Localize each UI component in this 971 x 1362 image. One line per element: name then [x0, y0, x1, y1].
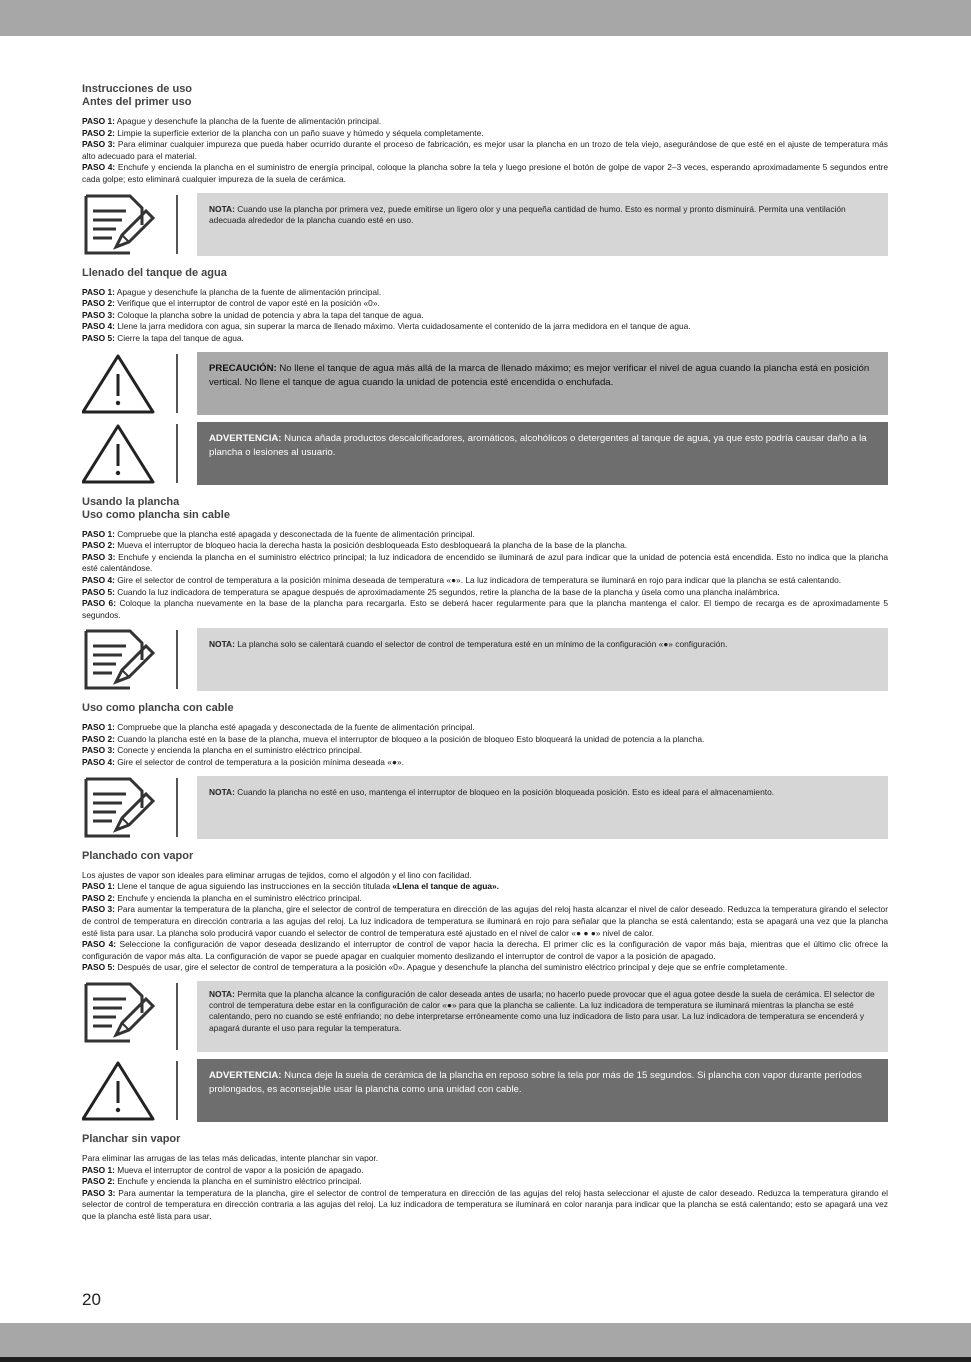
step: PASO 2: Limpie la superficie exterior de la plancha con un paño suave y húmedo y séquela completamente. — [82, 127, 484, 138]
steps-list — [82, 529, 888, 622]
note-box: NOTA: Permita que la plancha alcance la configuración de calor deseada antes de usarla; no hacerlo puede provocar que el agua gotee desde la suela de cerámica. El selector de control de temperatura debe estar en la configuración de calor «●» para que la plancha se caliente. La luz indicadora de temperatura se iluminará mientras la plancha se esté calentando, pero no cuando se esté enfriando; no debe interpretarse erróneamente como una luz indicadora de listo para usar. La luz indicadora de temperatura se encenderá y apagará durante el uso para regular la temperatura. — [197, 981, 888, 1052]
steps-list — [82, 870, 888, 974]
section-corded-use — [82, 702, 888, 838]
step: PASO 1: Apague y desenchufe la plancha de la fuente de alimentación principal. — [82, 286, 382, 297]
step: PASO 5: Cuando la luz indicadora de temperatura se apague después de aproximadamente 25 segundos, retire la plancha de la base de la plancha y úsela como una plancha inalámbrica. — [82, 586, 780, 597]
step: PASO 2: Enchufe y encienda la plancha en el suministro eléctrico principal. — [82, 892, 362, 903]
step: PASO 5: Después de usar, gire el selector de control de temperatura a la posición «0». Apague y desenchufe la plancha del suministro eléctrico principal y deje que se enfríe completamente. — [82, 962, 788, 973]
step: PASO 3: Conecte y encienda la plancha en el suministro eléctrico principal. — [82, 745, 363, 756]
note-pencil-icon — [82, 193, 156, 256]
callout-divider — [176, 1061, 178, 1120]
note-box: NOTA: La plancha solo se calentará cuando el selector de control de temperatura esté en un mínimo de la configuración «●» configuración. — [197, 628, 888, 691]
steps-list — [82, 287, 888, 345]
step: PASO 3: Para eliminar cualquier impureza que pueda haber ocurrido durante el proceso de fabricación, es mejor usar la plancha en un trozo de tela viejo, asegurándose de que esté en el ajuste de temperatura más alto adecuado para el material. — [82, 139, 888, 161]
step: PASO 4: Llene la jarra medidora con agua, sin superar la marca de llenado máximo. Vierta cuidadosamente el contenido de la jarra medidora en el tanque de agua. — [82, 321, 691, 332]
warning-triangle-icon — [82, 1059, 156, 1122]
warning-callout — [82, 422, 888, 485]
section-subtitle-cordless: Uso como plancha sin cable — [82, 508, 230, 521]
warning-box: ADVERTENCIA: Nunca añada productos descalcificadores, aromáticos, alcohólicos o detergentes al tanque de agua, ya que esto podría causar daño a la plancha o lesiones al usuario. — [197, 422, 888, 485]
step: PASO 3: Coloque la plancha sobre la unidad de potencia y abra la tapa del tanque de agua. — [82, 309, 424, 320]
intro-text: Para eliminar las arrugas de las telas más delicadas, intente planchar sin vapor. — [82, 1153, 379, 1163]
callout-divider — [176, 354, 178, 413]
section-title-fill-tank: Llenado del tanque de agua — [82, 266, 227, 279]
step: PASO 3: Para aumentar la temperatura de la plancha, gire el selector de control de temperatura en dirección de las agujas del reloj hasta seleccionar el ajuste de calor deseado. Reduzca la temperatura girando el selector de control de temperatura en dirección contraria a las agujas del reloj. La luz indicadora de temperatura se iluminará en color naranja para indicar que la plancha se está calentando; esto se apagará una vez que la plancha esté lista para usar. — [82, 1187, 889, 1221]
step: PASO 2: Enchufe y encienda la plancha en el suministro eléctrico principal. — [82, 1176, 362, 1187]
step: PASO 1: Apague y desenchufe la plancha de la fuente de alimentación principal. — [82, 116, 382, 126]
step: PASO 4: Enchufe y encienda la plancha en el suministro de energía principal, coloque la plancha sobre la tela y luego presione el botón de golpe de vapor 2–3 veces, esperando aproximadamente 5 segundos entre cada golpe; esto eliminará cualquier impureza de la suela de cerámica. — [82, 162, 889, 184]
section-title-using-iron: Usando la plancha — [82, 495, 180, 508]
caution-callout — [82, 352, 888, 415]
step: PASO 2: Mueva el interruptor de bloqueo hacia la derecha hasta la posición desbloqueada Esto desbloqueará la plancha de la base de la plancha. — [82, 540, 628, 551]
step: PASO 3: Para aumentar la temperatura de la plancha, gire el selector de control de temperatura en dirección de las agujas del reloj hasta alcanzar el nivel de calor deseado. Reduzca la temperatura girando el selector de control de temperatura en dirección contraria a las agujas del reloj. La luz indicadora de temperatura se iluminará en rojo para señalar que la plancha se está calentando; esta se apagará una vez que la plancha esté lista para usar. La plancha solo producirá vapor cuando el selector de control de temperatura esté ajustado en el nivel de calor «● ● ●» nivel de calor. — [82, 904, 888, 938]
step: PASO 1: Llene el tanque de agua siguiendo las instrucciones en la sección titulada «Llena el tanque de agua». — [82, 881, 499, 892]
step: PASO 2: Cuando la plancha esté en la base de la plancha, mueva el interruptor de bloqueo a la posición de bloqueo Esto bloqueará la unidad de potencia a la plancha. — [82, 733, 705, 744]
callout-divider — [176, 630, 178, 689]
callout-divider — [176, 195, 178, 254]
section-cordless-use — [82, 496, 888, 692]
note-callout — [82, 193, 888, 256]
step: PASO 1: Mueva el interruptor de control de vapor a la posición de apagado. — [82, 1164, 364, 1175]
section-before-first-use — [82, 83, 888, 256]
steps-list — [82, 116, 888, 186]
caution-box: PRECAUCIÓN: No llene el tanque de agua más allá de la marca de llenado máximo; es mejor verificar el nivel de agua cuando la plancha está en posición vertical. No llene el tanque de agua cuando la unidad de potencia esté encendida o enchufada. — [197, 352, 888, 415]
warning-triangle-icon — [82, 422, 156, 485]
step: PASO 2: Verifique que el interruptor de control de vapor esté en la posición «0». — [82, 298, 380, 309]
step: PASO 5: Cierre la tapa del tanque de agua. — [82, 332, 244, 343]
section-title-dry: Planchar sin vapor — [82, 1133, 181, 1145]
step: PASO 6: Coloque la plancha nuevamente en la base de la plancha para recargarla. Esto se deberá hacer regularmente para que la plancha mantenga el calor. El tiempo de recarga es de aproximadamente 5 segundos. — [82, 598, 888, 620]
steps-list — [82, 722, 888, 768]
section-dry-ironing — [82, 1133, 888, 1223]
note-pencil-icon — [82, 981, 156, 1052]
section-title-steam: Planchado con vapor — [82, 849, 194, 862]
page-number: 20 — [82, 1290, 101, 1309]
step: PASO 4: Gire el selector de control de temperatura a la posición mínima deseada «●». — [82, 757, 404, 768]
note-box: NOTA: Cuando use la plancha por primera vez, puede emitirse un ligero olor y una pequeña cantidad de humo. Esto es normal y pronto disminuirá. Permita una ventilación adecuada alrededor de la plancha cuando esté en uso. — [197, 193, 888, 256]
callout-divider — [176, 983, 178, 1050]
steps-list — [82, 1153, 888, 1223]
warning-box: ADVERTENCIA: Nunca deje la suela de cerámica de la plancha en reposo sobre la tela por más de 15 segundos. Si plancha con vapor durante períodos prolongados, es aconsejable usar la plancha como una unidad con cable. — [197, 1059, 888, 1122]
section-steam-ironing — [82, 850, 888, 1122]
section-title-corded: Uso como plancha con cable — [82, 702, 234, 715]
note-box: NOTA: Cuando la plancha no esté en uso, mantenga el interruptor de bloqueo en la posición bloqueada posición. Esto es ideal para el almacenamiento. — [197, 776, 888, 839]
callout-divider — [176, 778, 178, 837]
note-pencil-icon — [82, 628, 156, 691]
step: PASO 4: Seleccione la configuración de vapor deseada deslizando el interruptor de control de vapor hacia la derecha. El primer clic es la configuración de vapor más baja, mientras que el último clic ofrece la configuración de vapor más alta. La configuración de vapor se puede apagar en cualquier momento deslizando el interruptor de control de vapor a la posición de apagado. — [82, 939, 888, 961]
step: PASO 1: Compruebe que la plancha esté apagada y desconectada de la fuente de alimentación principal. — [82, 722, 475, 733]
top-bar — [0, 0, 971, 36]
note-callout — [82, 981, 888, 1052]
step: PASO 3: Enchufe y encienda la plancha en el suministro eléctrico principal; la luz indicadora de encendido se iluminará de azul para indicar que la unidad de potencia está encendida. Esto no indica que la plancha esté calentándose. — [82, 551, 888, 574]
page-content — [82, 83, 888, 1223]
step: PASO 1: Compruebe que la plancha esté apagada y desconectada de la fuente de alimentación principal. — [82, 528, 475, 539]
note-pencil-icon — [82, 776, 156, 839]
section-fill-water-tank — [82, 267, 888, 485]
section-subtitle-before-first-use: Antes del primer uso — [82, 96, 192, 108]
note-callout — [82, 628, 888, 691]
warning-callout — [82, 1059, 888, 1122]
bottom-line — [0, 1357, 971, 1362]
callout-divider — [176, 424, 178, 483]
note-callout — [82, 776, 888, 839]
step: PASO 4: Gire el selector de control de temperatura a la posición mínima deseada de temperatura «●». La luz indicadora de temperatura se iluminará en rojo para indicar que la plancha se está calentando. — [82, 574, 842, 585]
warning-triangle-icon — [82, 352, 156, 415]
section-title-instructions: Instrucciones de uso — [82, 83, 193, 95]
intro-text: Los ajustes de vapor son ideales para eliminar arrugas de tejidos, como el algodón y el lino con facilidad. — [82, 869, 472, 880]
